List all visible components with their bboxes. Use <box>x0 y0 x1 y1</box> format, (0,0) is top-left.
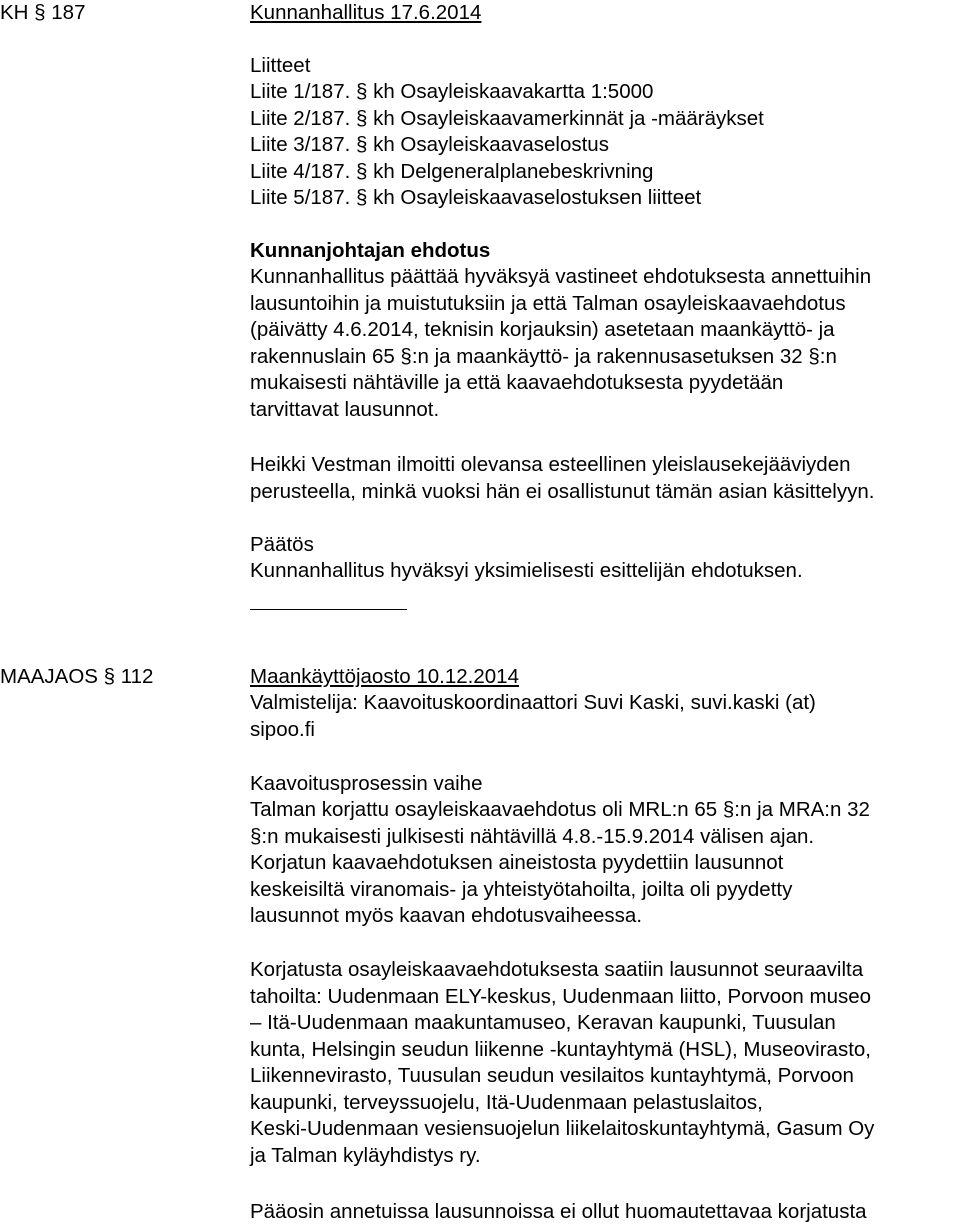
statements-text <box>250 957 874 1169</box>
proposal-text <box>250 264 871 423</box>
paragraph-line: sipoo.fi <box>250 717 315 741</box>
disqualification-text <box>250 452 874 505</box>
paragraph-line: rakennuslain 65 §:n ja maankäyttö- ja rakennusasetuksen 32 §:n <box>250 344 837 368</box>
preparer-text <box>250 690 816 743</box>
attachment-item: Liite 1/187. § kh Osayleiskaavakartta 1:5000 <box>250 80 654 103</box>
paragraph-line: – Itä-Uudenmaan maakuntamuseo, Keravan kaupunki, Tuusulan <box>250 1011 836 1034</box>
paragraph-line: keskeisiltä viranomais- ja yhteistyötahoilta, joilta oli pyydetty <box>250 877 793 901</box>
section-code: MAAJAOS § 112 <box>0 665 154 688</box>
paragraph-line: Korjatusta osayleiskaavaehdotuksesta saatiin lausunnot seuraavilta <box>250 958 864 981</box>
attachment-item: Liite 4/187. § kh Delgeneralplanebeskrivning <box>250 159 654 183</box>
decision-text: Kunnanhallitus hyväksyi yksimielisesti esittelijän ehdotuksen. <box>250 559 803 582</box>
proposal-heading: Kunnanjohtajan ehdotus <box>250 239 491 262</box>
decision-heading: Päätös <box>250 533 314 556</box>
paragraph-line: mukaisesti nähtäville ja että kaavaehdotuksesta pyydetään <box>250 371 784 394</box>
attachment-item: Liite 3/187. § kh Osayleiskaavaselostus <box>250 133 609 156</box>
separator-line <box>250 609 407 610</box>
paragraph-line: Keski-Uudenmaan vesiensuojelun liikelaitoskuntayhtymä, Gasum Oy <box>250 1117 875 1140</box>
attachments-list <box>250 79 764 212</box>
meeting-heading: Kunnanhallitus 17.6.2014 <box>250 1 482 24</box>
paragraph-line: Korjatun kaavaehdotuksen aineistosta pyydettiin lausunnot <box>250 851 784 874</box>
phase-text <box>250 797 870 930</box>
paragraph-line: §:n mukaisesti julkisesti nähtävillä 4.8.-15.9.2014 välisen ajan. <box>250 824 815 848</box>
paragraph-line: (päivätty 4.6.2014, teknisin korjauksin) asetetaan maankäyttö- ja <box>250 318 835 341</box>
final-text: Pääosin annetuissa lausunnoissa ei ollut huomautettavaa korjatusta <box>250 1200 867 1223</box>
phase-heading: Kaavoitusprosessin vaihe <box>250 772 483 795</box>
paragraph-line: tahoilta: Uudenmaan ELY-keskus, Uudenmaan liitto, Porvoon museo <box>250 984 872 1008</box>
paragraph-line: Heikki Vestman ilmoitti olevansa esteellinen yleislausekejääviyden <box>250 453 851 476</box>
paragraph-line: lausuntoihin ja muistutuksiin ja että Talman osayleiskaavaehdotus <box>250 291 846 315</box>
paragraph-line: ja Talman kyläyhdistys ry. <box>250 1143 481 1167</box>
attachment-item: Liite 2/187. § kh Osayleiskaavamerkinnät ja -määräykset <box>250 106 764 130</box>
meeting-heading: Maankäyttöjaosto 10.12.2014 <box>250 665 519 688</box>
paragraph-line: Liikennevirasto, Tuusulan seudun vesilaitos kuntayhtymä, Porvoon <box>250 1064 854 1087</box>
paragraph-line: kaupunki, terveyssuojelu, Itä-Uudenmaan pelastuslaitos, <box>250 1090 763 1114</box>
section-code: KH § 187 <box>0 1 86 24</box>
paragraph-line: lausunnot myös kaavan ehdotusvaiheessa. <box>250 904 643 927</box>
attachment-item: Liite 5/187. § kh Osayleiskaavaselostuksen liitteet <box>250 186 702 209</box>
paragraph-line: kunta, Helsingin seudun liikenne -kuntayhtymä (HSL), Museovirasto, <box>250 1037 871 1061</box>
paragraph-line: Talman korjattu osayleiskaavaehdotus oli MRL:n 65 §:n ja MRA:n 32 <box>250 798 870 821</box>
attachments-title: Liitteet <box>250 54 311 77</box>
paragraph-line: perusteella, minkä vuoksi hän ei osallistunut tämän asian käsittelyyn. <box>250 479 875 503</box>
paragraph-line: tarvittavat lausunnot. <box>250 397 440 421</box>
paragraph-line: Valmistelija: Kaavoituskoordinaattori Suvi Kaski, suvi.kaski (at) <box>250 691 816 714</box>
paragraph-line: Kunnanhallitus päättää hyväksyä vastineet ehdotuksesta annettuihin <box>250 265 872 288</box>
